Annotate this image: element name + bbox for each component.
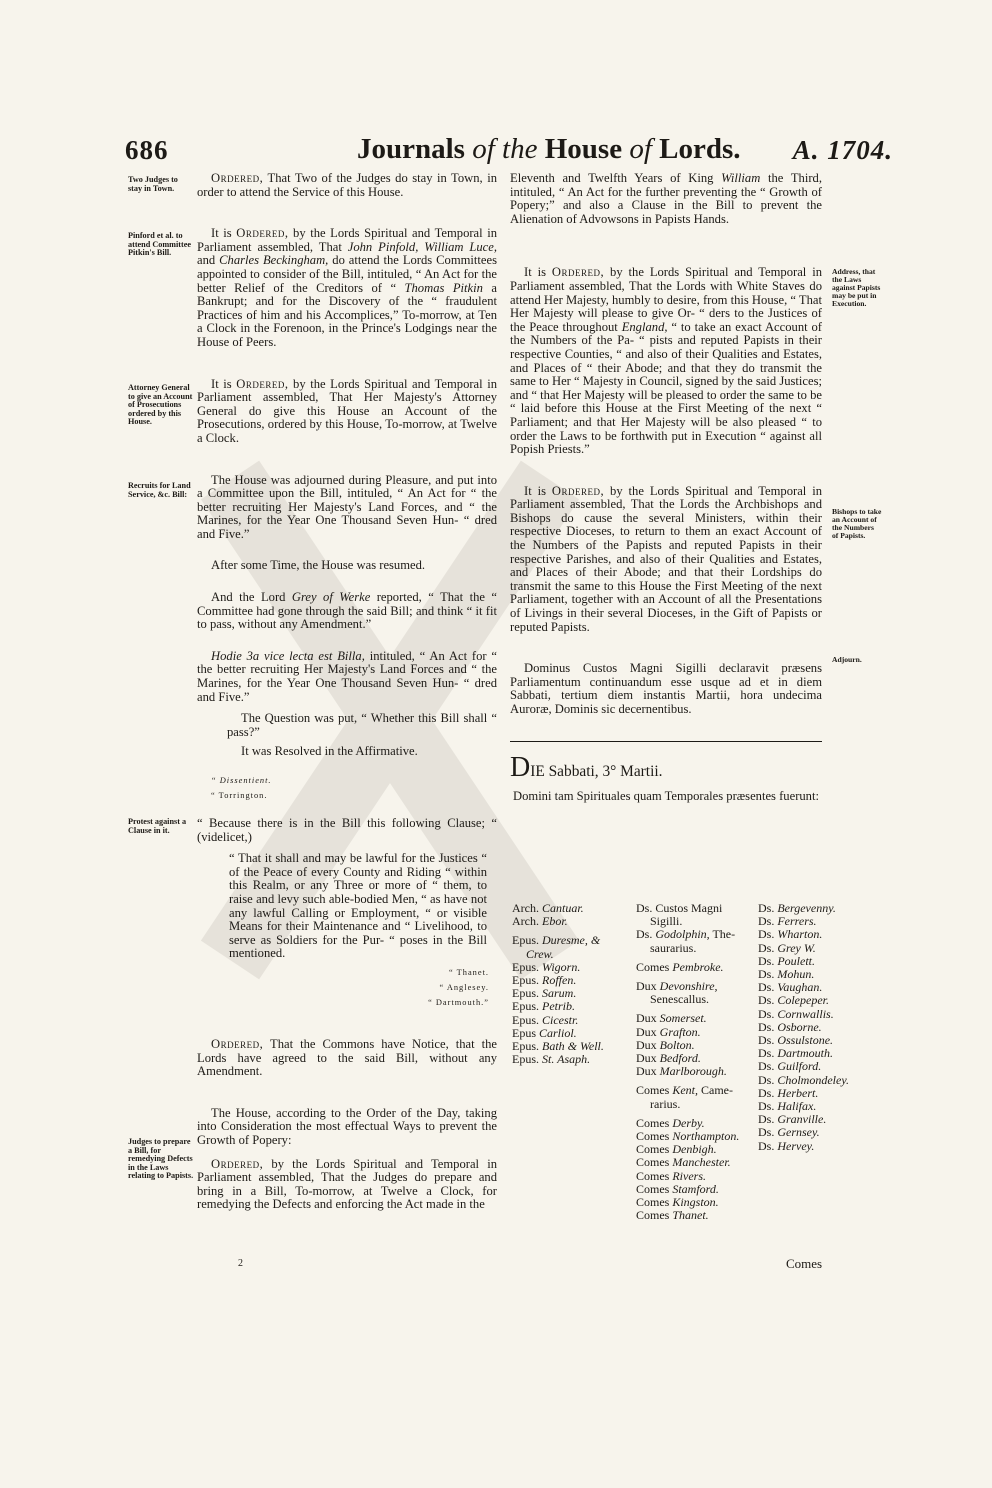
attendance-entry: Comes Manchester.	[636, 1155, 731, 1170]
attendance-entry: rarius.	[650, 1096, 681, 1111]
attendance-entry: Ds. Mohun.	[758, 967, 815, 982]
attendance-entry: Ds. Cornwallis.	[758, 1006, 834, 1021]
attendance-entry: Ds. Bergevenny.	[758, 901, 836, 915]
attendance-column-officers-earls	[636, 902, 758, 1222]
margin-note-bishops: Bishops to take an Account of the Numbers of Papists.	[832, 507, 882, 540]
attendance-entry: Epus. Cicestr.	[512, 1012, 579, 1027]
attendance-entry: Sigilli.	[650, 914, 683, 929]
attendance-column-barons	[758, 902, 868, 1153]
attendance-entry: Ds. Poulett.	[758, 953, 816, 968]
entry-white-staves: It is Ordered, by the Lords Spiritual and Temporal in Parliament assembled, That the Lords with White Staves do attend Her Majesty, humbly to desire, from this House, “ That Her Majesty will please to give Or- “ ders to the Justices of the Peace throughout England, “ to take an exact Account of the Numbers of the Pa- “ pists and reputed Papists in their respective Counties, “ and also of their Qualities and Estates, and Places of “ their Abode; and that they do transmit the same to Her “ Majesty in Council, signed by the said Justices; and “ that Her Majesty will be pleased to order the same to be “ laid before this House at the First Meeting of the next “ Parliament; and that Her Majesty will be also pleased “ to order the Laws to be forthwith put in Execution “ against all Popish Priests.”	[510, 265, 822, 457]
attendance-entry: Epus. St. Asaph.	[512, 1052, 591, 1067]
attendance-entry: Crew.	[526, 946, 554, 961]
protest-clause: “ That it shall and may be lawful for the Justices “ of the Peace of every County and Riding “ within this Realm, or any Three or more of “ them, to raise and levy such able-bodied Men, “ as have not any lawful Calling or Employment, “ or visible Means for their Maintenance and “ Livelihood, to serve as Soldiers for the Pur- “ poses in the Bill mentioned.	[229, 851, 487, 961]
entry-third-reading: Hodie 3a vice lecta est Billa, intituled, “ An Act for “ the better recruiting Her Majesty's Land Forces and “ the Marines, for the Year One Thousand Seven Hun- “ dred and Five.”	[197, 648, 497, 704]
attendance-entry: Comes Rivers.	[636, 1168, 706, 1183]
margin-note-address: Address, that the Laws against Papists may be put in Execution.	[832, 267, 881, 308]
attendance-entry: Ds. Osborne.	[758, 1019, 822, 1034]
page-header	[125, 133, 893, 173]
attendance-entry: Ds. Ossulstone.	[758, 1033, 834, 1048]
entry-continuation: Eleventh and Twelfth Years of King William the Third, intituled, “ An Act for the further preventing the “ Growth of Popery;” and also a Clause in the Bill to prevent the Alienation of Advowsons in Papists Hands.	[510, 171, 822, 226]
entry-bishops: It is Ordered, by the Lords Spiritual and Temporal in Parliament assembled, That the Lords the Archbishops and Bishops do cause the several Ministers, within their respective Dioceses, to return to them an exact Account of the Numbers of the Papists and reputed Papists in their respective Parishes, and also of their Qualities and Estates, and Places of their Abode; and that their Lordships do transmit the same to this House the First Meeting of the next Parliament, together with an Account of all the Presentations of Livings in their several Dioceses, in the Gift of Papists or reputed Papists.	[510, 483, 822, 634]
attendance-entry: Epus. Sarum.	[512, 986, 577, 1001]
catchword: Comes	[786, 1256, 823, 1271]
attendance-entry: Ds. Cholmondeley.	[758, 1072, 849, 1087]
margin-note-adjourn: Adjourn.	[832, 655, 862, 664]
attendance-entry: Ds. Granville.	[758, 1112, 827, 1127]
year-heading: A. 1704.	[792, 135, 893, 165]
attendance-entry: Comes Pembroke.	[636, 959, 724, 974]
attendance-entry: Comes Stamford.	[636, 1181, 719, 1196]
entry-judges-bill: Ordered, by the Lords Spiritual and Temporal in Parliament assembled, That the Judges do prepare and bring in a Bill, To-morrow, at Twelve a Clock, for remedying the Defects and enforcing the Act made in the	[197, 1156, 497, 1212]
attendance-entry: Epus. Duresme, &	[512, 933, 601, 948]
attendance-entry: Epus. Bath & Well.	[512, 1039, 604, 1054]
signature-thanet: “ Thanet.	[448, 967, 489, 977]
entry-pinfold-order: It is Ordered, by the Lords Spiritual and Temporal in Parliament assembled, That John Pinfold, William Luce, and Charles Beckingham, do attend the Lords Committees appointed to consider of the Bill, intituled, “ An Act for the better Relief of the Creditors of “ Thomas Pitkin a Bankrupt; and for the Discovery of the “ fraudulent Practices of him and his Accomplices,” To-morrow, at Ten a Clock in the Forenoon, in the Prince's Lodgings near the House of Peers.	[197, 226, 498, 349]
attendance-entry: Ds. Custos Magni	[636, 901, 723, 915]
entry-resolved: It was Resolved in the Affirmative.	[241, 744, 418, 759]
attendance-entry: Comes Derby.	[636, 1115, 705, 1130]
attendance-entry: Epus. Roffen.	[512, 973, 577, 988]
attendance-entry: Dux Bedford.	[636, 1051, 701, 1066]
margin-note-pinfold: Pinford et al. to attend Committee Pitkin's Bill.	[128, 231, 191, 258]
attendance-entry: Ds. Grey W.	[758, 940, 816, 955]
protest-reason: “ Because there is in the Bill this following Clause; “ (videlicet,)	[197, 816, 497, 844]
attendance-entry: Ds. Guilford.	[758, 1059, 822, 1074]
attendance-entry: Ds. Herbert.	[758, 1085, 819, 1100]
attendance-entry: Ds. Wharton.	[758, 927, 823, 942]
attendance-entry: Senescallus.	[650, 992, 709, 1007]
protest-torrington: “ Torrington.	[211, 791, 268, 800]
margin-note-judges: Two Judges to stay in Town.	[128, 175, 178, 193]
margin-note-protest: Protest against a Clause in it.	[128, 817, 187, 835]
margin-note-recruits: Recruits for Land Service, &c. Bill:	[128, 481, 191, 499]
attendance-entry: Ds. Dartmouth.	[758, 1046, 834, 1061]
attendance-entry: Dux Bolton.	[636, 1037, 695, 1052]
attendance-entry: Dux Marlborough.	[636, 1064, 727, 1079]
attendance-entry: Ds. Halifax.	[758, 1099, 817, 1114]
signature-mark: 2	[238, 1258, 243, 1269]
attendance-column-bishops	[512, 902, 634, 1066]
section-rule	[510, 741, 822, 742]
entry-report: And the Lord Grey of Werke reported, “ That the “ Committee had gone through the said Bill; and think “ it fit to pass, without any Amendment.”	[197, 590, 498, 632]
page-number: 686	[125, 135, 169, 165]
attendance-entry: Dux Somerset.	[636, 1011, 707, 1026]
attendance-entry: Comes Kent, Came-	[636, 1083, 734, 1098]
attendance-entry: Ds. Godolphin, The-	[636, 927, 736, 942]
entry-popery: The House, according to the Order of the Day, taking into Consideration the most effectual Ways to prevent the Growth of Popery:	[197, 1105, 497, 1147]
attendance-entry: Comes Kingston.	[636, 1195, 719, 1210]
entry-resumed: After some Time, the House was resumed.	[211, 558, 426, 573]
attendance-entry: Comes Northampton.	[636, 1129, 740, 1144]
attendance-entry: Comes Denbigh.	[636, 1142, 717, 1157]
attendance-entry: Epus. Petrib.	[512, 999, 575, 1014]
attendance-entry: Epus Carliol.	[512, 1025, 577, 1040]
entry-commons-notice: Ordered, That the Commons have Notice, that the Lords have agreed to the said Bill, without any Amendment.	[197, 1036, 497, 1079]
attendance-entry: Ds. Gernsey.	[758, 1125, 820, 1140]
running-title: Journals of the House of Lords.	[357, 133, 741, 165]
attendance-entry: Dux Devonshire,	[636, 979, 718, 994]
entry-adjournment: Dominus Custos Magni Sigilli declaravit præsens Parliamentum continuandum esse usque ad et in diem Sabbati, tertium diem instantis Martii, hora undecima Auroræ, Dominis sic decernentibus.	[510, 661, 822, 716]
attendance-entry: Arch. Ebor.	[512, 914, 568, 929]
margin-note-papists-bill: Judges to prepare a Bill, for remedying Defects in the Laws relating to Papists.	[128, 1137, 194, 1181]
left-column	[197, 172, 497, 1212]
attendance-entry: Ds. Hervey.	[758, 1138, 815, 1153]
attendance-entry: Comes Thanet.	[636, 1208, 709, 1223]
attendance-entry: Ds. Ferrers.	[758, 914, 817, 929]
attendance-entry: saurarius.	[650, 940, 697, 955]
entry-judges-stay: Ordered, That Two of the Judges do stay in Town, in order to attend the Service of this House.	[197, 171, 497, 199]
entry-attorney-general: It is Ordered, by the Lords Spiritual and Temporal in Parliament assembled, That Her Majesty's Attorney General do give this House an Account of the Prosecutions, ordered by this House, To-morrow, at Twelve a Clock.	[197, 376, 498, 445]
attendance-heading: Domini tam Spirituales quam Temporales præsentes fuerunt:	[513, 789, 819, 804]
attendance-entry: Dux Grafton.	[636, 1024, 701, 1039]
signature-dartmouth: “ Dartmouth.”	[428, 997, 489, 1007]
margin-note-attorney: Attorney General to give an Account of Prosecutions ordered by this House.	[128, 383, 193, 427]
attendance-entry: Epus. Wigorn.	[512, 959, 581, 974]
entry-committee: The House was adjourned during Pleasure, and put into a Committee upon the Bill, intituled, “ An Act for “ the better recruiting Her Majesty's Land Forces, and “ the Marines, for the Year One Thousand Seven Hun- “ dred and Five.”	[197, 472, 497, 541]
attendance-entry: Ds. Vaughan.	[758, 980, 823, 995]
right-column	[510, 172, 822, 804]
protest-dissentient: “ Dissentient.	[211, 776, 272, 785]
attendance-entry: Ds. Colepeper.	[758, 993, 829, 1008]
signature-anglesey: “ Anglesey.	[439, 982, 489, 992]
entry-question: The Question was put, “ Whether this Bill shall “ pass?”	[227, 711, 497, 739]
attendance-entry: Arch. Cantuar.	[512, 901, 584, 915]
day-heading: DIE Sabbati, 3° Martii.	[510, 751, 663, 783]
